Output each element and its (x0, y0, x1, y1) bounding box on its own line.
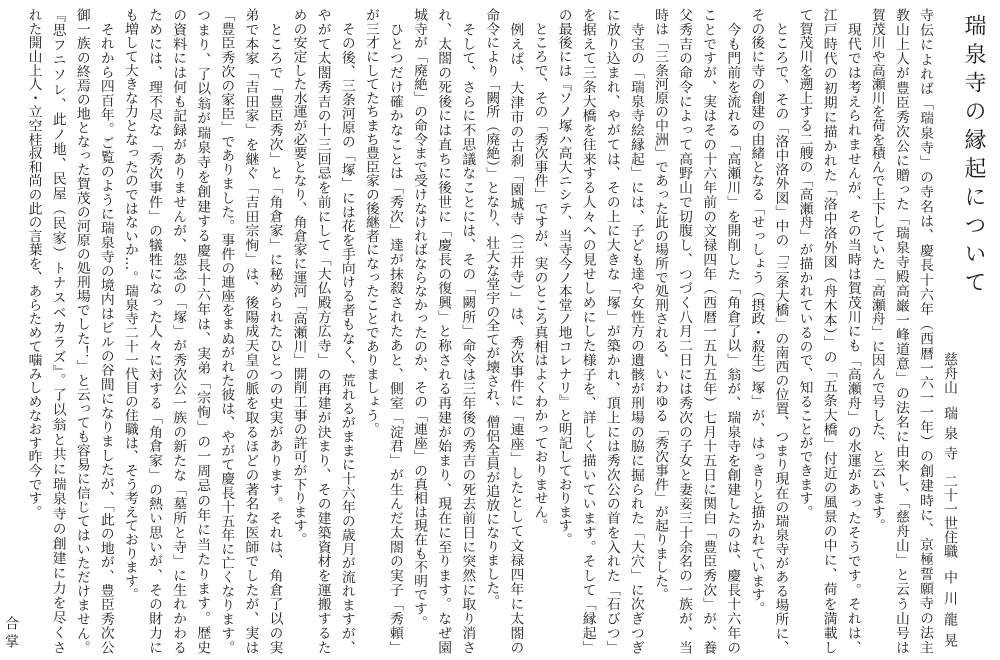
body-text (21, 8, 937, 654)
text-column: の最後には『ソノ塚ハ高大ニシテ、当寺今ノ本堂ノ地コレナリ』と明記しております。 (555, 8, 572, 547)
text-column: めの安定した水運が必要となり、角倉家に運河「高瀬川」開削工事の許可が下ります。 (290, 8, 307, 547)
author-position: 二十一世住職 (942, 474, 958, 558)
text-column: に放り込まれ、やがては、その上に大きな「塚」が築かれ、頂上には秀次公の首を入れた「石びつ」 (603, 8, 620, 654)
text-column: て賀茂川を遡上する二艘の「高瀬舟」が描かれているので、知ることができます。 (796, 8, 813, 519)
text-column: 父秀吉の命令によって高野山で切腹し、つづく八月二日には秀次の子女と妻妾三十余名の一族が、当 (676, 8, 693, 654)
text-column: れた開山上人・立空桂叔和尚の此の言葉を、あらためて噛みしめなおす昨今です。 (25, 8, 42, 519)
text-column: 御一族の終焉の地となった賀茂の河原の処刑場でした！」と云っても容易に信じてはいただけません。 (73, 8, 90, 654)
text-column: 例えば、大津市の古刹「園城寺（三井寺）」は、秀次事件に「連座」したとして文禄四年に太閤の (507, 8, 524, 654)
text-column: やがて太閤秀吉の十三回忌を前にして「大仏殿方広寺」の再建が決まり、その建築資材を運搬するた (314, 8, 331, 654)
text-column: つまり、了以翁が瑞泉寺を創建する慶長十六年は、実弟「宗恂」の一周忌の年に当たります。歴史 (194, 8, 211, 654)
text-column: ひとつだけ確かなことは「秀次」達が抹殺されたあと、側室「淀君」が生んだ太閤の実子「秀頼」 (386, 8, 403, 654)
text-column: 賀茂川や高瀬川を荷を積んで上下していた「高瀬舟」に因んで号した、と云います。 (868, 8, 885, 533)
text-column: ところで、その「洛中洛外図」中の「三条大橋」の南西の位置、つまり現在の瑞泉寺がある場所に、 (772, 8, 789, 654)
text-column: ためには、理不尽な「秀次事件」の犠牲になった人々に対する「角倉家」の熱い思いが、その財力に (146, 8, 162, 654)
text-column: 今も門前を流れる「高瀬川」を開削した「角倉了以」翁が、瑞泉寺を創建したのは、慶長十六年の (724, 8, 741, 654)
closing-remark: 合掌 (3, 616, 19, 652)
document-title: 瑞泉寺の縁起について (961, 14, 986, 299)
author-temple-name: 瑞泉寺 (942, 406, 958, 466)
text-column: その後に寺の創建の由緒となる「せっしょう（摂政・殺生）塚」が、はっきりと描かれています。 (748, 8, 765, 616)
text-column: ことですが、実はその十六年前の文禄四年（西暦一五九五年）七月十五日に関白「豊臣秀次」が、養 (700, 8, 717, 654)
text-column: 寺宝の「瑞泉寺絵縁起」には、子ども達や女性方の遺骸が刑場の脇に掘られた「大穴」に次ぎつぎ (627, 8, 644, 654)
text-column: 時は「三条河原の中洲」であった此の場所で処刑される、いわゆる「秀次事件」が起りました。 (651, 8, 668, 602)
text-column: ところで「豊臣秀次」と「角倉家」に秘められたひとつの史実があります。それは、角倉了以の実 (266, 8, 283, 654)
author-mountain-name: 慈舟山 (942, 352, 958, 394)
text-column: も増して大きな力となったのではないか…。瑞泉寺二十一代目の住職は、そう考えております。 (121, 8, 138, 602)
text-column: 教山上人が豊臣秀次公に贈った「瑞泉寺殿高巌一峰道意」の法名に由来し、「慈舟山」と云う山号は (892, 8, 909, 654)
text-column: 現代では考えられませんが、その当時は賀茂川にも「高瀬舟」の水運があったそうです。それは、 (844, 8, 861, 654)
author-name: 中川龍晃 (942, 570, 958, 654)
text-column: が三才にしてたちまち豊臣家の後継者になったことでありましょう。 (362, 8, 379, 436)
text-column: 寺伝によれば「瑞泉寺」の寺名は、慶長十六年（西暦一六一一年）の創建時に、京極誓願寺の法主 (917, 8, 933, 654)
text-column: の資料には何も記録がありませんが、怨念の「塚」が秀次公一族の新たな「墓所と寺」に生れかわる (170, 8, 187, 654)
text-column: ところで、その「秀次事件」ですが、実のところ真相はよくわかっておりません。 (531, 8, 548, 533)
author-line (940, 352, 960, 654)
text-column: 弟で本家「吉田家」を継ぐ「吉田宗恂」は、後陽成天皇の脈を取るほどの著名な医師でしたが、実は (242, 8, 259, 654)
text-column: を据えて三条大橋を往来する人々への見せしめにした様子を、詳しく描いています。そして「縁起」 (579, 8, 596, 654)
text-column: 「豊臣秀次の家臣」でありました。事件の連座をまぬがれた彼は、やがて慶長十五年に亡くなります。 (218, 8, 235, 654)
text-column: 江戸時代の初期に描かれた「洛中洛外図（舟木本）」の「五条大橋」付近の風景の中に、荷を満載し (820, 8, 837, 654)
text-column: 城寺が「廃絶」の命令まで受けなければならなかったのか、その「連座」の真相は現在も不明です。 (411, 8, 428, 629)
text-column: 『思フニソレ、此ノ地、民屋（民家）トナスベカラズ』。了以翁と共に瑞泉寺の創建に力を尽くさ (49, 8, 66, 654)
text-column: その後、三条河原の「塚」には花を手向ける者もなく、荒れるがままに十六年の歳月が流れますが、 (338, 8, 355, 654)
text-column: れ、太閤の死後には直ちに後世に「慶長の復興」と称される再建が始まり、現在に至ります。なぜ園 (435, 8, 452, 654)
text-column: そして、さらに不思議なことには、その「闕所」命令は三年後の秀吉の死去前日に突然に取り消さ (459, 8, 476, 654)
text-column: それから四百年。ご覧のように瑞泉寺の境内はビルの谷間になりましたが、「此の地が、豊臣秀次公 (97, 8, 114, 654)
text-column: 命令により「闕所（廃絶）」となり、壮大な堂宇の全てが壊され、僧侶全員が追放になりました。 (483, 8, 500, 609)
